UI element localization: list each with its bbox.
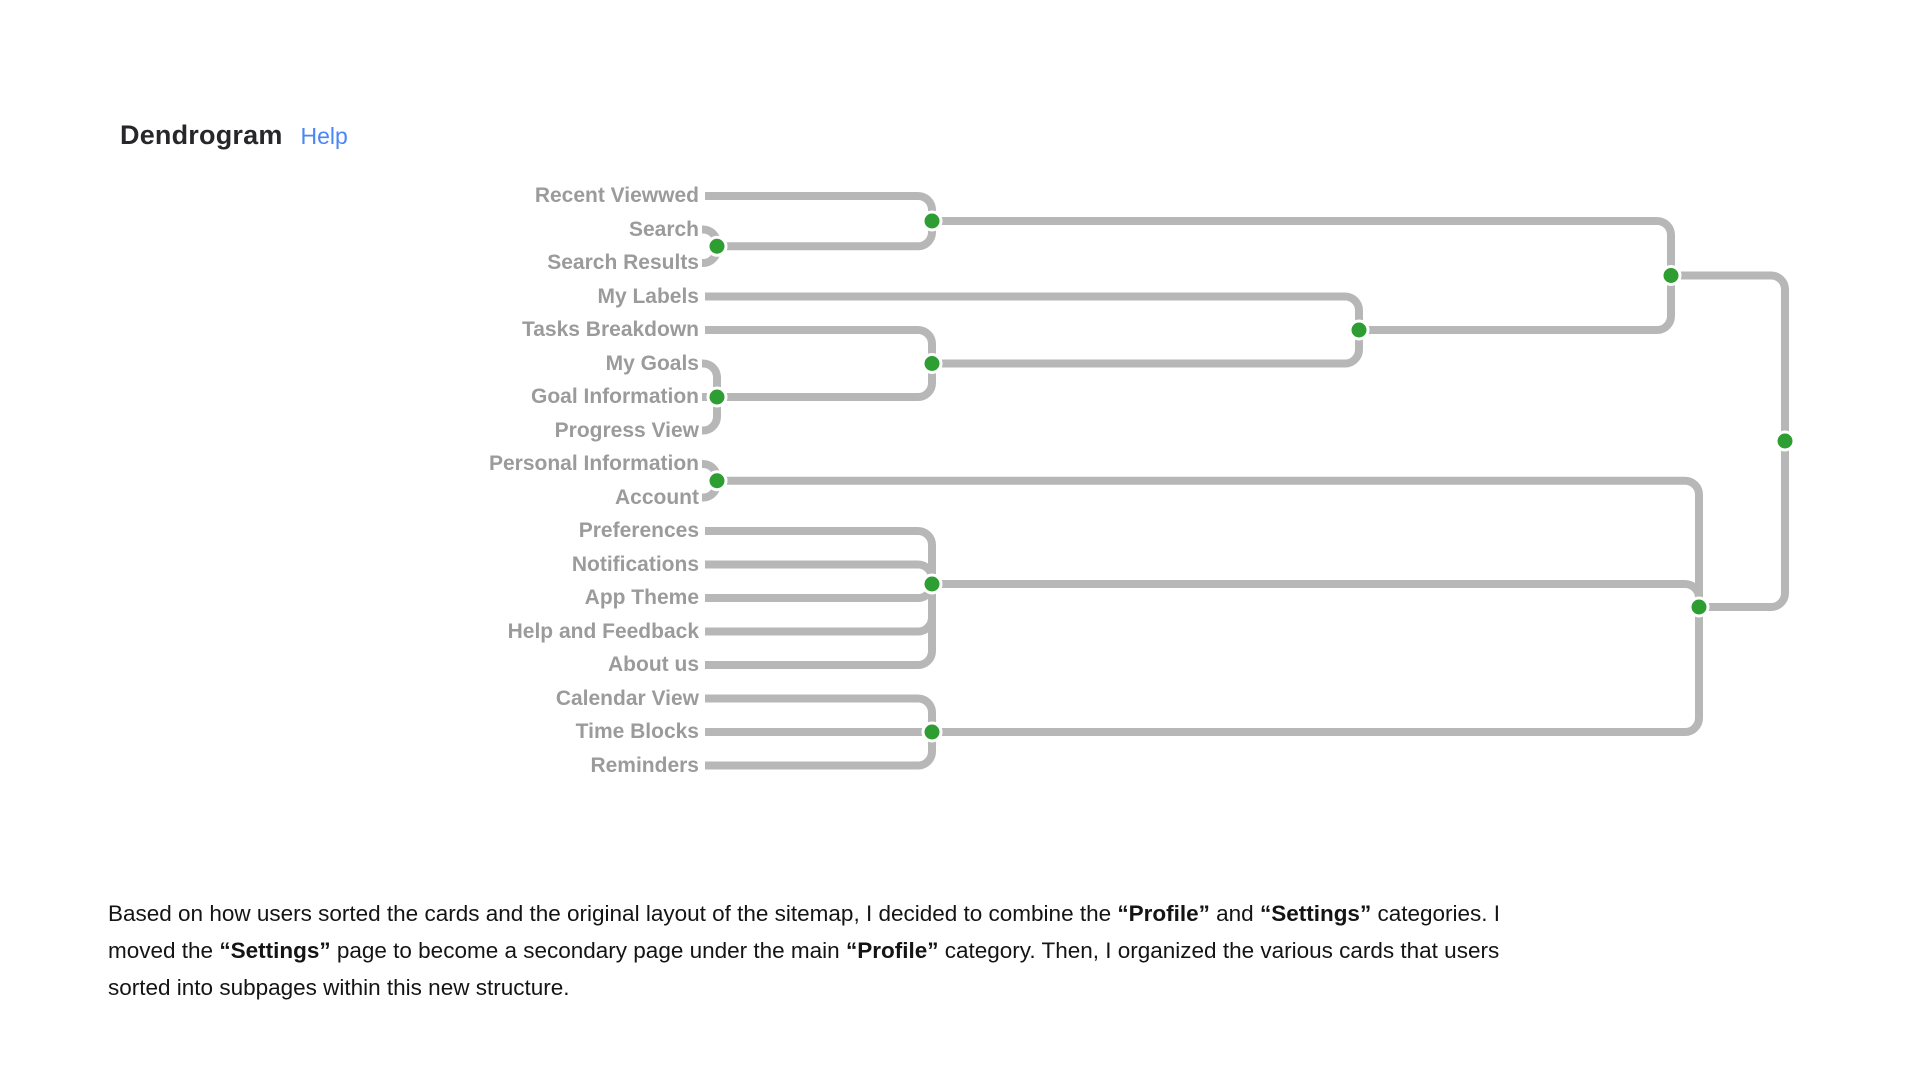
- dendrogram-link: [705, 297, 1359, 331]
- dendrogram-link: [705, 196, 932, 221]
- dendrogram-node: [1776, 432, 1794, 450]
- dendrogram-leaf-label: Calendar View: [555, 686, 699, 710]
- dendrogram-link: [1699, 441, 1785, 607]
- dendrogram-node: [1662, 267, 1680, 285]
- dendrogram-link: [705, 330, 932, 364]
- caption-text: page to become a secondary page under the main: [330, 937, 846, 963]
- caption-text: category. Then, I organized the various cards that users: [938, 937, 1500, 963]
- dendrogram-leaf-label: About us: [608, 653, 699, 676]
- dendrogram-link: [932, 607, 1699, 732]
- dendrogram-leaf-label: Notifications: [571, 552, 699, 576]
- dendrogram-leaf-label: Goal Information: [531, 385, 699, 408]
- dendrogram-link: [705, 565, 932, 585]
- dendrogram-leaf-label: Account: [615, 485, 699, 509]
- caption-text: categories. I: [1371, 900, 1501, 926]
- caption-bold-term: “Profile”: [1117, 900, 1210, 926]
- dendrogram-node: [708, 388, 726, 406]
- dendrogram-link: [1671, 276, 1785, 442]
- dendrogram-node: [708, 472, 726, 490]
- dendrogram-node: [923, 575, 941, 593]
- dendrogram-node: [923, 212, 941, 230]
- dendrogram-node: [1350, 321, 1368, 339]
- dendrogram-leaf-label: Search Results: [547, 251, 699, 274]
- dendrogram-leaf-label: Personal Information: [488, 452, 699, 475]
- dendrogram-leaf-label: My Goals: [605, 351, 699, 375]
- dendrogram-node: [708, 237, 726, 255]
- dendrogram-leaf-label: App Theme: [584, 586, 699, 609]
- caption-paragraph: [108, 895, 1788, 1006]
- dendrogram-link: [705, 531, 932, 584]
- dendrogram-link: [932, 221, 1671, 276]
- dendrogram-link: [705, 584, 932, 632]
- dendrogram-leaf-label: Preferences: [578, 519, 699, 542]
- dendrogram-link: [932, 584, 1699, 607]
- dendrogram-link: [705, 584, 932, 598]
- dendrogram-leaf-label: Progress View: [554, 418, 699, 442]
- caption-bold-term: “Settings”: [1259, 900, 1372, 926]
- dendrogram-node: [923, 355, 941, 373]
- caption-bold-term: “Settings”: [219, 937, 331, 963]
- caption-text: sorted into subpages within this new structure.: [108, 974, 570, 1000]
- caption-text: and: [1209, 900, 1260, 926]
- dendrogram-link: [717, 364, 932, 398]
- dendrogram-link: [705, 732, 932, 766]
- caption-text: moved the: [108, 937, 220, 963]
- page-title: Dendrogram: [120, 120, 283, 150]
- dendrogram-link: [717, 481, 1699, 607]
- dendrogram-leaf-label: Help and Feedback: [507, 619, 699, 643]
- dendrogram-leaf-label: Time Blocks: [575, 720, 699, 743]
- dendrogram-leaf-label: My Labels: [597, 284, 699, 308]
- dendrogram-link: [1359, 276, 1671, 331]
- caption-text: Based on how users sorted the cards and the original layout of the sitemap, I decided to combine the: [108, 900, 1118, 926]
- help-link[interactable]: Help: [300, 123, 348, 149]
- dendrogram-leaf-label: Search: [628, 217, 699, 241]
- caption-bold-term: “Profile”: [845, 937, 939, 963]
- dendrogram-link: [932, 330, 1359, 364]
- dendrogram-leaf-label: Tasks Breakdown: [521, 318, 699, 341]
- dendrogram-node: [1690, 598, 1708, 616]
- dendrogram-link: [705, 699, 932, 733]
- dendrogram-link: [717, 221, 932, 246]
- dendrogram-leaf-label: Recent Viewwed: [534, 184, 699, 207]
- dendrogram-leaf-label: Reminders: [590, 753, 699, 777]
- dendrogram-node: [923, 723, 941, 741]
